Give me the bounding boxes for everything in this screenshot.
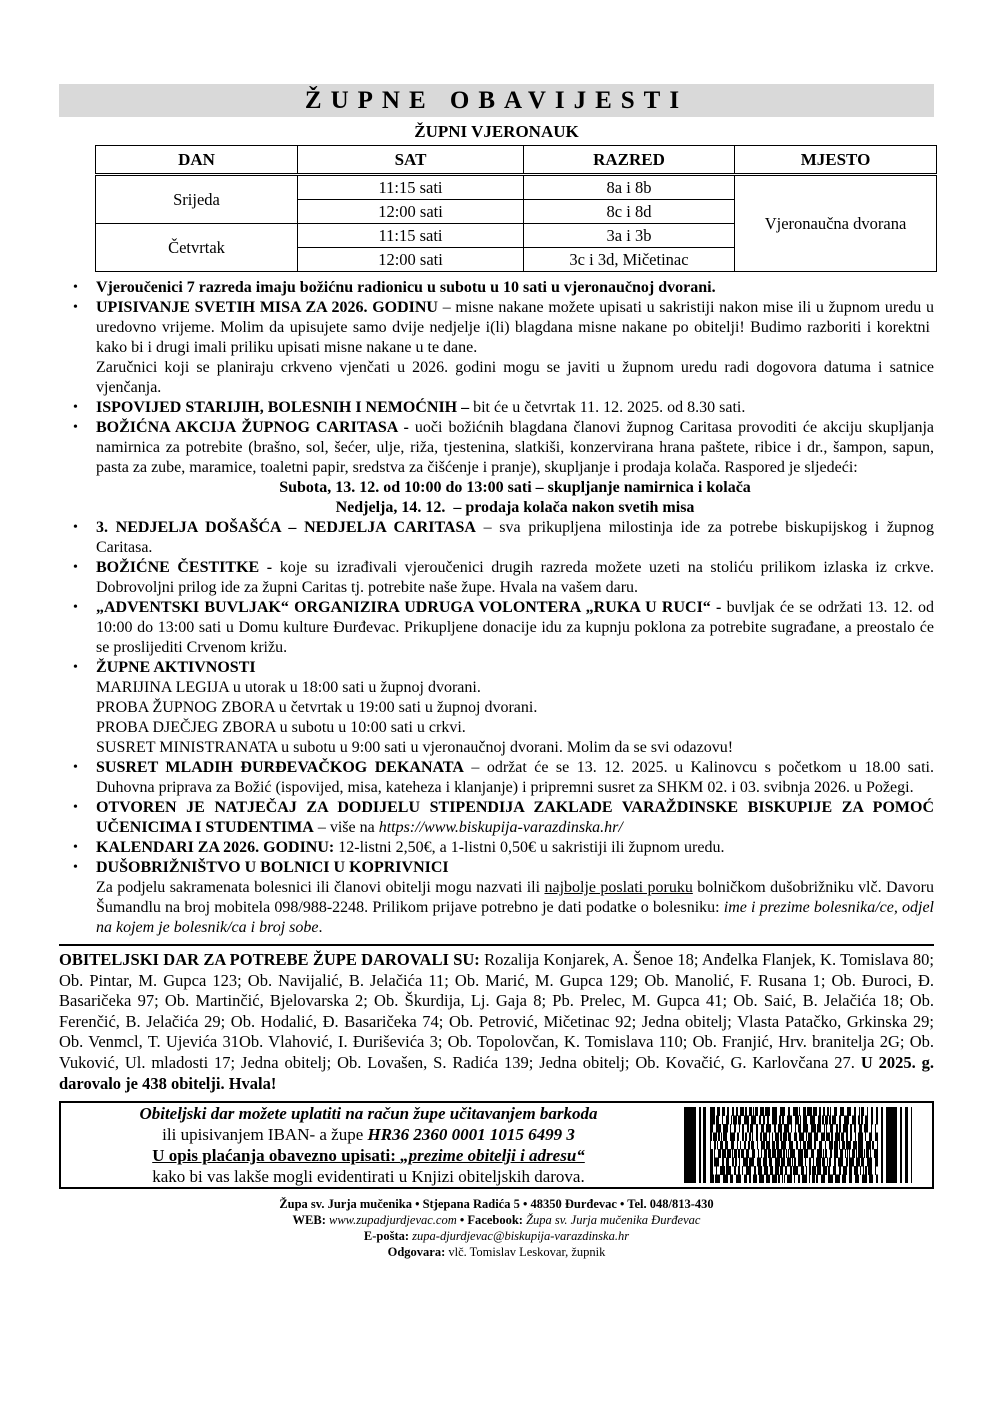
payment-line bbox=[65, 1166, 672, 1187]
text-segment: – održat će se 13. 12. 2025. u Kalinovcu s početkom u 18.00 sati. Duhovna priprava za Božić (ispovijed, misa, kateheza i klanjanje) i pripremni susret za SHKM 02. i 03. svibnja 2026. u Požegi. bbox=[96, 759, 934, 796]
bullet-icon: • bbox=[73, 760, 78, 775]
announcement-item bbox=[59, 298, 934, 398]
announcement-paragraph bbox=[96, 498, 934, 518]
text-segment: uoči božićnih blagdana članovi župnog Caritasa provoditi će akciju skupljanja namirnica za potrebite (brašno, sol, šećer, ulje, riža, tjestenina, slatkiši, konzervirana hrana paštete, ribice i dr., šampon, sapun, pasta za zube, maramice, toaletni papir, sredstva za čišćenje i pranje), skupljanje i prodaja kolača. Raspored je sljedeći: bbox=[96, 419, 935, 476]
family-gift-paragraph bbox=[59, 950, 934, 1094]
text-segment: . bbox=[318, 919, 323, 936]
page-title: ŽUPNE OBAVIJESTI bbox=[59, 84, 934, 117]
text-segment: ime i prezime bolesnika/ce, odjel na kojem je bolesnik/ca i broj sobe bbox=[96, 899, 934, 936]
payment-box bbox=[59, 1101, 934, 1189]
announcement-item bbox=[59, 558, 934, 598]
payment-line bbox=[65, 1124, 672, 1145]
announcement-paragraph bbox=[96, 658, 934, 678]
text-segment: DUŠOBRIŽNIŠTVO U BOLNICI U KOPRIVNICI bbox=[96, 859, 449, 876]
announcement-item bbox=[59, 858, 934, 938]
announcement-paragraph bbox=[96, 518, 934, 558]
time-cell: 11:15 sati bbox=[298, 224, 524, 248]
text-segment: BOŽIĆNE ČESTITKE - bbox=[96, 559, 273, 576]
announcement-paragraph bbox=[96, 398, 934, 418]
class-cell: 8a i 8b bbox=[524, 175, 735, 200]
text-segment: Rozalija Konjarek, A. Šenoe 18; Anđelka Flanjek, K. Tomislava 80; Ob. Pintar, M. Gupca 123; Ob. Navijalić, B. Jelačića 11; Ob. Marić, M. Gupca 129; Ob. Manolić, F. Rusana 1; Ob. Đuroci, Đ. Basaričeka 97; Ob. Martinčić, Bjelovarska 2; Ob. Škurdija, Lj. Gaja 8; Pb. Prelec, M. Gupca 41; Ob. Saić, B. Jelačića 18; Ob. Ferenčić, B. Jelačića 29; Ob. Hodalić, Đ. Basaričeka 74; Ob. Petrović, Mičetinac 92; Jedna obitelj; Vlasta Patačko, Grkinska 29; Ob. Venmcl, T. Ujevića 31Ob. Vlahović, I. Đuriševića 3; Ob. Topolovčan, K. Tomislava 110; Ob. Franjić, Hrv. branitelja 2G; Ob. Vuković, Ul. mladosti 17; Jedna obitelj; Ob. Lovašen, S. Radića 139; Jedna obitelj; Ob. Kovačić, G. Karlovčana 27. bbox=[59, 950, 934, 1072]
text-segment: „ADVENTSKI BUVLJAK“ ORGANIZIRA UDRUGA VOLONTERA „RUKA U RUCI“ - bbox=[96, 599, 722, 616]
text-segment: https://www.biskupija-varazdinska.hr/ bbox=[378, 819, 623, 836]
class-cell: 3c i 3d, Mičetinac bbox=[524, 248, 735, 272]
announcement-paragraph bbox=[96, 418, 934, 478]
text-segment: SUSRET MINISTRANATA u subotu u 9:00 sati u vjeronaučnoj dvorani. Molim da se svi odazovu! bbox=[96, 739, 734, 756]
text-segment: ISPOVIJED STARIJIH, BOLESNIH I NEMOĆNIH – bbox=[96, 399, 470, 416]
text-segment: OTVOREN JE NATJEČAJ ZA DODIJELU STIPENDIJA ZAKLADE VARAŽDINSKE BISKUPIJE ZA POMOĆ UČENICIMA I STUDENTIMA bbox=[96, 799, 934, 836]
text-segment: KALENDARI ZA 2026. GODINU: bbox=[96, 839, 335, 856]
announcement-text bbox=[96, 518, 934, 558]
day-cell: Srijeda bbox=[96, 175, 298, 224]
announcement-item bbox=[59, 518, 934, 558]
text-segment: bolničkom dušobrižniku vlč. Davoru Šumandlu na broj mobitela 098/988-2248. Prilikom prijave potrebno je dati podatke o bolesniku: bbox=[96, 879, 934, 916]
announcement-paragraph bbox=[96, 678, 934, 698]
text-segment: E-pošta: bbox=[363, 1229, 413, 1244]
text-segment: • bbox=[456, 1213, 468, 1228]
time-cell: 12:00 sati bbox=[298, 248, 524, 272]
footer-line bbox=[59, 1212, 934, 1228]
text-segment: HR36 2360 0001 1015 6499 3 bbox=[367, 1125, 575, 1145]
text-segment: SUSRET MLADIH ĐURĐEVAČKOG DEKANATA bbox=[96, 759, 464, 776]
text-segment: zupa-djurdjevac@biskupija-varazdinska.hr bbox=[412, 1229, 630, 1244]
text-segment: Zaručnici koji se planiraju crkveno vjenčati u 2026. godini mogu se javiti u župnom uredu radi dogovora datuma i satnice vjenčanja. bbox=[96, 359, 934, 396]
text-segment: – misne nakane možete upisati u sakristiji nakon mise ili u župnom uredu u uredovno vrijeme. Molim da upisujete samo dvije nedjelje i(li) blagdana misne nakane po obitelji! Budimo razboriti i korektni kako bi i drugi imali priliku upisati misne nakane u te dane. bbox=[96, 299, 934, 356]
text-segment: WEB: bbox=[292, 1213, 329, 1228]
text-segment: 3. NEDJELJA DOŠAŠĆA – NEDJELJA CARITASA bbox=[96, 519, 476, 536]
text-segment: Za podjelu sakramenata bolesnici ili članovi obitelji mogu nazvati ili bbox=[96, 879, 545, 896]
text-segment: ŽUPNE AKTIVNOSTI bbox=[96, 659, 256, 676]
bullet-icon: • bbox=[73, 300, 78, 315]
text-segment: „prezime obitelji i adresu“ bbox=[400, 1146, 585, 1166]
announcement-text bbox=[96, 298, 934, 398]
text-segment: buvljak će se održati 13. 12. od 10:00 do 13:00 sati u Domu kulture Đurđevac. Prikupljene donacije idu za kupnju poklona za potrebite sugrađane, a preostalo će se proslijediti Crvenom križu. bbox=[96, 599, 934, 656]
parish-footer bbox=[59, 1196, 934, 1260]
announcement-paragraph bbox=[96, 738, 934, 758]
footer-line bbox=[59, 1228, 934, 1244]
bullet-icon: • bbox=[73, 660, 78, 675]
col-header-sat: SAT bbox=[298, 146, 524, 175]
bullet-icon: • bbox=[73, 280, 78, 295]
religious-ed-schedule-table bbox=[95, 145, 937, 272]
text-segment: 12-listni 2,50€, a 1-listni 0,50€ u sakristiji ili župnom uredu. bbox=[334, 839, 725, 856]
bullet-icon: • bbox=[73, 800, 78, 815]
text-segment: www.zupadjurdjevac.com bbox=[328, 1213, 457, 1228]
bullet-icon: • bbox=[73, 560, 78, 575]
text-segment: kako bi vas lakše mogli evidentirati u Knjizi obiteljskih darova. bbox=[152, 1167, 585, 1187]
text-segment: Župa sv. Jurja mučenika Đurđevac bbox=[526, 1213, 701, 1228]
announcement-text bbox=[96, 838, 934, 858]
announcements-list bbox=[59, 278, 934, 938]
announcement-item bbox=[59, 598, 934, 658]
text-segment: Facebook: bbox=[467, 1213, 527, 1228]
announcement-paragraph bbox=[96, 858, 934, 878]
payment-barcode-area bbox=[676, 1107, 932, 1183]
text-segment: najbolje poslati poruku bbox=[544, 879, 693, 896]
text-segment: – sva prikupljena milostinja ide za potrebe biskupijskog i župnog Caritasa. bbox=[96, 519, 934, 556]
text-segment: bit će u četvrtak 11. 12. 2025. od 8.30 sati. bbox=[469, 399, 746, 416]
announcement-text bbox=[96, 278, 934, 298]
announcement-paragraph bbox=[96, 838, 934, 858]
col-header-dan: DAN bbox=[96, 146, 298, 175]
footer-line bbox=[59, 1244, 934, 1260]
announcement-paragraph bbox=[96, 358, 934, 398]
payment-line bbox=[65, 1103, 672, 1124]
class-cell: 3a i 3b bbox=[524, 224, 735, 248]
text-segment: Subota, 13. 12. od 10:00 do 13:00 sati – skupljanje namirnica i kolača bbox=[279, 479, 751, 496]
text-segment: U opis plaćanja obavezno upisati: bbox=[152, 1146, 401, 1166]
announcement-text bbox=[96, 418, 934, 518]
text-segment: vlč. Tomislav Leskovar, župnik bbox=[448, 1245, 606, 1260]
payment-line bbox=[65, 1145, 672, 1166]
announcement-paragraph bbox=[96, 758, 934, 798]
text-segment: Vjeroučenici 7 razreda imaju božićnu radionicu u subotu u 10 sati u vjeronaučnoj dvorani. bbox=[96, 279, 716, 296]
col-header-mjesto: MJESTO bbox=[735, 146, 937, 175]
bullet-icon: • bbox=[73, 600, 78, 615]
day-cell: Četvrtak bbox=[96, 224, 298, 272]
text-segment: PROBA ŽUPNOG ZBORA u četvrtak u 19:00 sati u župnoj dvorani. bbox=[96, 699, 538, 716]
bullet-icon: • bbox=[73, 520, 78, 535]
footer-line bbox=[59, 1196, 934, 1212]
announcement-item bbox=[59, 758, 934, 798]
bullet-icon: • bbox=[73, 860, 78, 875]
announcement-text bbox=[96, 658, 934, 758]
text-segment: UPISIVANJE SVETIH MISA ZA 2026. GODINU bbox=[96, 299, 438, 316]
class-cell: 8c i 8d bbox=[524, 200, 735, 224]
announcement-paragraph bbox=[96, 558, 934, 598]
announcement-paragraph bbox=[96, 718, 934, 738]
announcement-text bbox=[96, 598, 934, 658]
table-row bbox=[96, 175, 937, 200]
announcement-item bbox=[59, 838, 934, 858]
announcement-item bbox=[59, 798, 934, 838]
section-divider bbox=[59, 944, 934, 946]
announcement-paragraph bbox=[96, 598, 934, 658]
announcement-text bbox=[96, 798, 934, 838]
bullet-icon: • bbox=[73, 420, 78, 435]
announcement-paragraph bbox=[96, 298, 934, 358]
payment-instructions bbox=[61, 1101, 676, 1189]
bullet-icon: • bbox=[73, 400, 78, 415]
text-segment: Nedjelja, 14. 12. – prodaja kolača nakon svetih misa bbox=[335, 499, 695, 516]
announcement-item bbox=[59, 658, 934, 758]
announcement-text bbox=[96, 758, 934, 798]
text-segment: – više na bbox=[313, 819, 379, 836]
text-segment: koje su izrađivali vjeroučenici drugih razreda možete uzeti na stoliću prilikom izlaska iz crkve. Dobrovoljni prilog ide za župni Caritas tj. potrebite naše župe. Hvala na vašem daru. bbox=[96, 559, 935, 596]
pdf417-barcode-icon bbox=[684, 1107, 924, 1183]
schedule-caption: ŽUPNI VJERONAUK bbox=[414, 122, 579, 141]
table-header-row bbox=[96, 146, 937, 175]
announcement-item bbox=[59, 418, 934, 518]
text-segment: MARIJINA LEGIJA u utorak u 18:00 sati u župnoj dvorani. bbox=[96, 679, 481, 696]
text-segment: PROBA DJEČJEG ZBORA u subotu u 10:00 sati u crkvi. bbox=[96, 719, 466, 736]
text-segment: OBITELJSKI DAR ZA POTREBE ŽUPE DAROVALI SU: bbox=[59, 950, 480, 969]
announcement-paragraph bbox=[96, 278, 934, 298]
text-segment: BOŽIĆNA AKCIJA ŽUPNOG CARITASA - bbox=[96, 419, 409, 436]
text-segment: Obiteljski dar možete uplatiti na račun župe učitavanjem barkoda bbox=[139, 1104, 598, 1124]
col-header-razred: RAZRED bbox=[524, 146, 735, 175]
text-segment: U 2025. g. darovalo je 438 obitelji. Hvala! bbox=[59, 1052, 934, 1093]
announcement-paragraph bbox=[96, 798, 934, 838]
announcement-text bbox=[96, 858, 934, 938]
announcement-paragraph bbox=[96, 478, 934, 498]
announcement-text bbox=[96, 558, 934, 598]
text-segment: Župa sv. Jurja mučenika • Stjepana Radića 5 • 48350 Đurđevac • Tel. 048/813-430 bbox=[279, 1197, 714, 1212]
time-cell: 12:00 sati bbox=[298, 200, 524, 224]
announcement-paragraph bbox=[96, 878, 934, 938]
announcement-text bbox=[96, 398, 934, 418]
bullet-icon: • bbox=[73, 840, 78, 855]
announcement-item bbox=[59, 398, 934, 418]
text-segment: ili upisivanjem IBAN- a župe bbox=[162, 1125, 368, 1145]
time-cell: 11:15 sati bbox=[298, 175, 524, 200]
place-cell: Vjeronaučna dvorana bbox=[735, 175, 937, 272]
text-segment: Odgovara: bbox=[387, 1245, 449, 1260]
announcement-item bbox=[59, 278, 934, 298]
announcement-paragraph bbox=[96, 698, 934, 718]
